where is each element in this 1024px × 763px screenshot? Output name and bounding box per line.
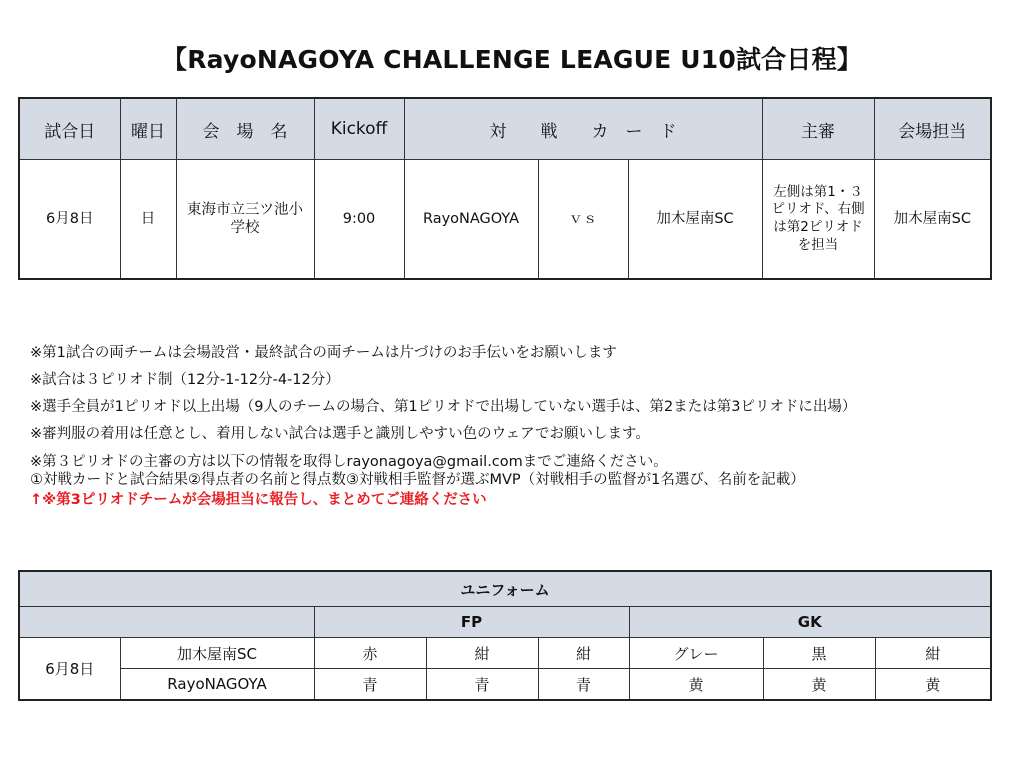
team-right: 加木屋南SC [628, 160, 762, 280]
note-1: ※第1試合の両チームは会場設営・最終試合の両チームは片づけのお手伝いをお願いします [30, 345, 617, 361]
referee-note [762, 160, 874, 280]
vs-label: ｖｓ [538, 160, 628, 280]
note-5: ※第３ピリオドの主審の方は以下の情報を取得しrayonagoya@gmail.comまでご連絡ください。 [30, 453, 668, 470]
uniform-row [19, 669, 991, 701]
schedule-header-row [19, 98, 991, 160]
uniform-team-name: RayoNAGOYA [120, 669, 314, 701]
header-match-card: 対 戦 カ ー ド [404, 98, 762, 160]
notes-section [30, 344, 990, 518]
note-2: ※試合は３ピリオド制（12分-1-12分-4-12分） [30, 372, 340, 389]
uniform-row [19, 638, 991, 669]
uniform-gk-color: グレー [629, 638, 763, 669]
uniform-fp-color: 青 [314, 669, 426, 701]
uniform-fp-header: FP [314, 607, 629, 638]
uniform-team-name: 加木屋南SC [120, 638, 314, 669]
uniform-title: ユニフォーム [19, 571, 991, 607]
uniform-gk-color: 紺 [875, 638, 991, 669]
uniform-date: 6月8日 [19, 638, 120, 701]
team-left: RayoNAGOYA [404, 160, 538, 280]
uniform-gk-header: GK [629, 607, 991, 638]
schedule-table [18, 97, 992, 280]
header-date: 試合日 [19, 98, 120, 160]
venue-text: 東海市立三ツ池小学校 [187, 201, 303, 236]
warning-note: ↑※第3ピリオドチームが会場担当に報告し、まとめてご連絡ください [30, 491, 487, 508]
uniform-fp-color: 紺 [426, 638, 538, 669]
uniform-fp-color: 赤 [314, 638, 426, 669]
uniform-fp-color: 紺 [538, 638, 629, 669]
match-date: 6月8日 [19, 160, 120, 280]
page-title: 【RayoNAGOYA CHALLENGE LEAGUE U10試合日程】 [162, 45, 862, 74]
uniform-header-blank [19, 607, 314, 638]
uniform-gk-color: 黄 [875, 669, 991, 701]
header-venue-staff: 会場担当 [874, 98, 991, 160]
uniform-gk-color: 黒 [763, 638, 875, 669]
note-3: ※選手全員が1ピリオド以上出場（9人のチームの場合、第1ピリオドで出場していない選手は、第2または第3ピリオドに出場） [30, 399, 857, 416]
note-4: ※審判服の着用は任意とし、着用しない試合は選手と識別しやすい色のウェアでお願いします。 [30, 426, 650, 443]
header-venue: 会 場 名 [176, 98, 314, 160]
referee-text: 左側は第1・３ピリオド、右側は第2ピリオドを担当 [771, 183, 865, 253]
header-kickoff: Kickoff [314, 98, 404, 160]
match-weekday: 日 [120, 160, 176, 280]
uniform-table [18, 570, 992, 701]
schedule-row [19, 160, 991, 280]
uniform-gk-color: 黄 [763, 669, 875, 701]
venue-staff: 加木屋南SC [874, 160, 991, 280]
header-referee: 主審 [762, 98, 874, 160]
uniform-fp-color: 青 [426, 669, 538, 701]
match-venue [176, 160, 314, 280]
match-kickoff: 9:00 [314, 160, 404, 280]
uniform-fp-color: 青 [538, 669, 629, 701]
header-weekday: 曜日 [120, 98, 176, 160]
note-6: ①対戦カードと試合結果②得点者の名前と得点数③対戦相手監督が選ぶMVP（対戦相手の監督が1名選び、名前を記載） [30, 471, 805, 488]
uniform-gk-color: 黄 [629, 669, 763, 701]
